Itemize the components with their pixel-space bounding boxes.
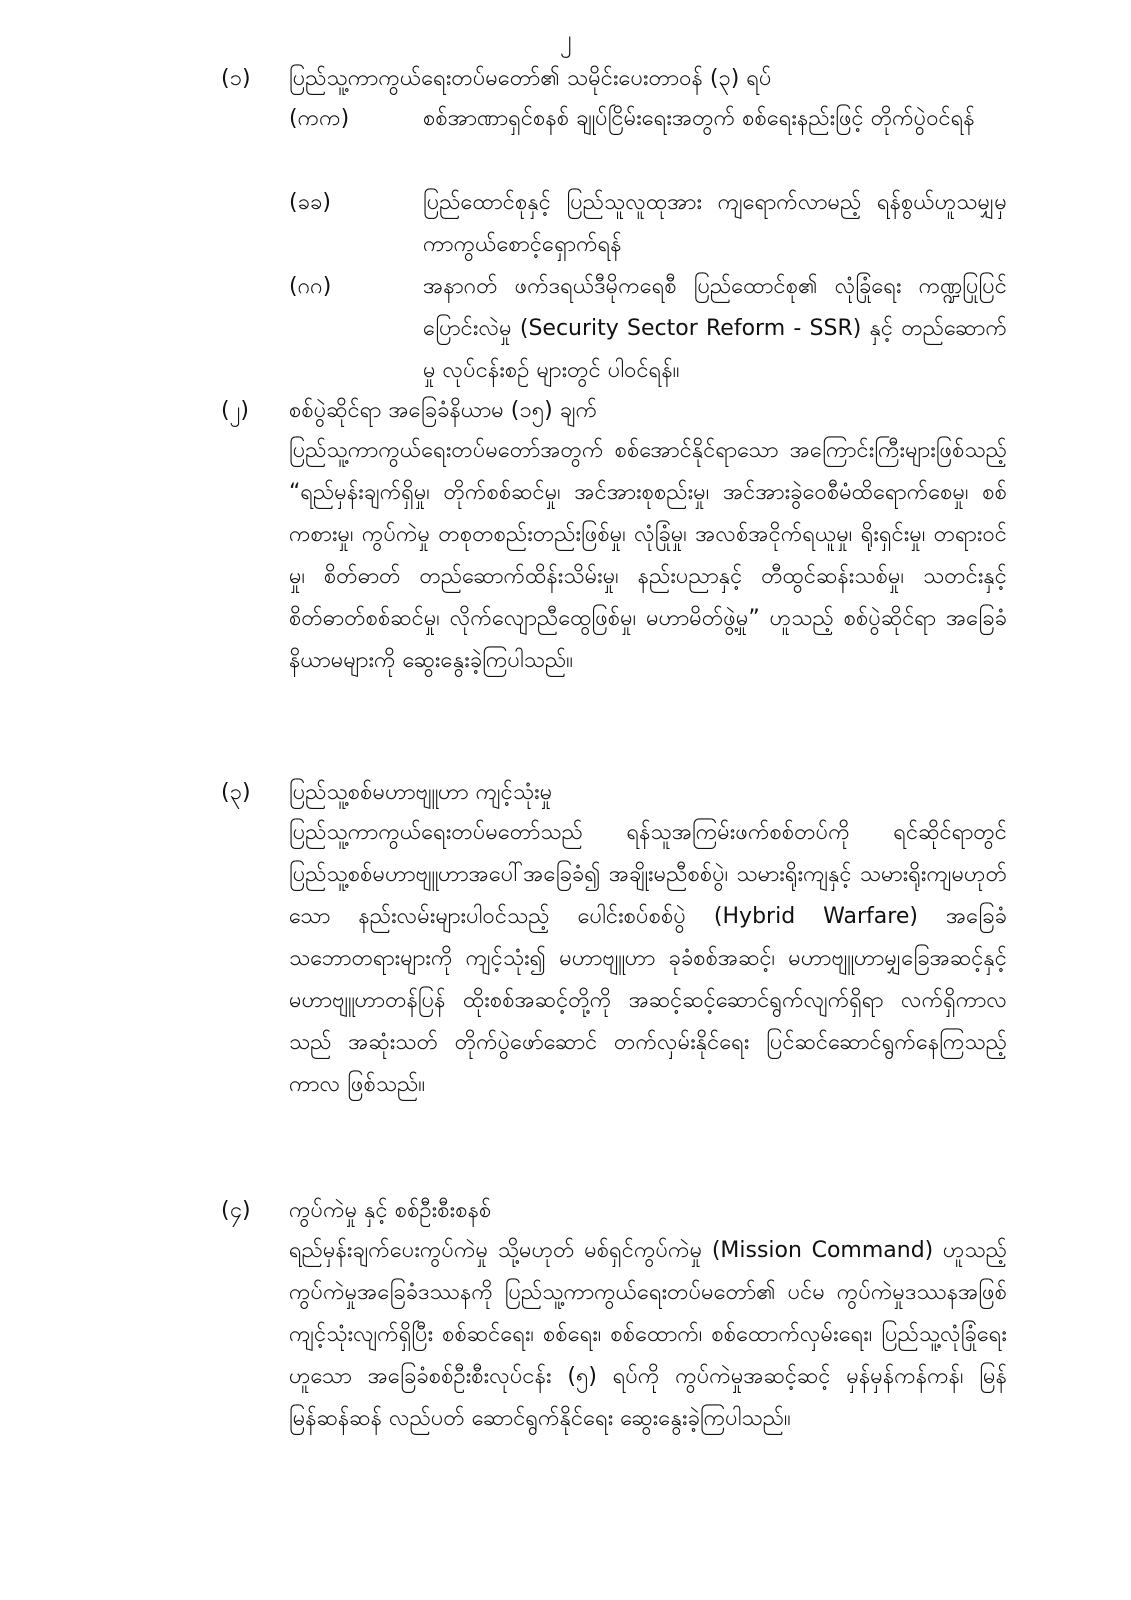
section-1-subitem-2-text: ပြည်ထောင်စုနှင့် ပြည်သူလူထုအား ကျရောက်လာမည့် ရန်စွယ်ဟူသမျှမှ ကာကွယ်စောင့်ရှောက်ရန်: [423, 190, 1007, 257]
section-1-subitem-3-text: အနာဂတ် ဖက်ဒရယ်ဒီမိုကရေစီ ပြည်ထောင်စု၏ လုံခြုံရေး ကဏ္ဍပြုပြင်ပြောင်းလဲမှု (Security Sector Reform - SSR) နှင့် တည်ဆောက်မှု လုပ်ငန်းစဉ် များတွင် ပါဝင်ရန်။: [423, 274, 1007, 383]
section-1-subitem-2-number: (ခခ): [289, 190, 331, 215]
section-2-paragraph: ပြည်သူ့ကာကွယ်ရေးတပ်မတော်အတွက် စစ်အောင်နိုင်ရာသော အကြောင်းကြီးများဖြစ်သည့် “ရည်မှန်းချက်ရှိမှု၊ တိုက်စစ်ဆင်မှု၊ အင်အားစုစည်းမှု၊ အင်အားခွဲဝေစီမံထိရောက်စေမှု၊ စစ်ကစားမှု၊ ကွပ်ကဲမှု တစုတစည်းတည်းဖြစ်မှု၊ လုံခြုံမှု၊ အလစ်အငိုက်ရယူမှု၊ ရိုးရှင်းမှု၊ တရားဝင်မှု၊ စိတ်ဓာတ် တည်ဆောက်ထိန်းသိမ်းမှု၊ နည်းပညာနှင့် တီထွင်ဆန်းသစ်မှု၊ သတင်းနှင့် စိတ်ဓာတ်စစ်ဆင်မှု၊ လိုက်လျောညီထွေဖြစ်မှု၊ မဟာမိတ်ဖွဲ့မှု” ဟူသည့် စစ်ပွဲဆိုင်ရာ အခြေခံ နိယာမများကို ဆွေးနွေးခဲ့ကြပါသည်။: [289, 438, 1008, 673]
section-1-number: (၁): [221, 66, 251, 91]
section-3-number: (၃): [221, 780, 251, 805]
section-1-subitem-3-number: (ဂဂ): [289, 274, 332, 299]
section-4-heading: ကွပ်ကဲမှု နှင့် စစ်ဦးစီးစနစ်: [289, 1198, 492, 1223]
section-1-subitem-1-text: စစ်အာဏာရှင်စနစ် ချုပ်ငြိမ်းရေးအတွက် စစ်ရေးနည်းဖြင့် တိုက်ပွဲဝင်ရန်: [423, 106, 975, 131]
section-3-paragraph: ပြည်သူ့ကာကွယ်ရေးတပ်မတော်သည် ရန်သူအကြမ်းဖက်စစ်တပ်ကို ရင်ဆိုင်ရာတွင် ပြည်သူ့စစ်မဟာဗျူဟာအပေါ်အခြေခံ၍ အချိုးမညီစစ်ပွဲ၊ သမားရိုးကျနှင့် သမားရိုးကျမဟုတ်သော နည်းလမ်းများပါဝင်သည့် ပေါင်းစပ်စစ်ပွဲ (Hybrid Warfare) အခြေခံသဘောတရားများကို ကျင့်သုံး၍ မဟာဗျူဟာ ခုခံစစ်အဆင့်၊ မဟာဗျူဟာမျှခြေအဆင့်နှင့် မဟာဗျူဟာတန်ပြန် ထိုးစစ်အဆင့်တို့ကို အဆင့်ဆင့်ဆောင်ရွက်လျက်ရှိရာ လက်ရှိကာလသည် အဆုံးသတ် တိုက်ပွဲဖော်ဆောင် တက်လှမ်းနိုင်ရေး ပြင်ဆင်ဆောင်ရွက်နေကြသည့် ကာလ ဖြစ်သည်။: [289, 820, 1007, 1097]
section-4-paragraph: ရည်မှန်းချက်ပေးကွပ်ကဲမှု သို့မဟုတ် မစ်ရှင်ကွပ်ကဲမှု (Mission Command) ဟူသည့် ကွပ်ကဲမှုအခြေခံဒဿနကို ပြည်သူ့ကာကွယ်ရေးတပ်မတော်၏ ပင်မ ကွပ်ကဲမှုဒဿနအဖြစ် ကျင့်သုံးလျက်ရှိပြီး စစ်ဆင်ရေး၊ စစ်ရေး၊ စစ်ထောက်၊ စစ်ထောက်လှမ်းရေး၊ ပြည်သူ့လုံခြုံရေးဟူသော အခြေခံစစ်ဦးစီးလုပ်ငန်း (၅) ရပ်ကို ကွပ်ကဲမှုအဆင့်ဆင့် မှန်မှန်ကန်ကန်၊ မြန်မြန်ဆန်ဆန် လည်ပတ် ဆောင်ရွက်နိုင်ရေး ဆွေးနွေးခဲ့ကြပါသည်။: [289, 1238, 1007, 1431]
section-1-heading: ပြည်သူ့ကာကွယ်ရေးတပ်မတော်၏ သမိုင်းပေးတာဝန် (၃) ရပ်: [289, 66, 772, 91]
section-2-number: (၂): [221, 398, 249, 423]
section-4-number: (၄): [221, 1198, 251, 1223]
section-3-heading: ပြည်သူ့စစ်မဟာဗျူဟာ ကျင့်သုံးမှု: [289, 780, 553, 805]
section-2-heading: စစ်ပွဲဆိုင်ရာ အခြေခံနိယာမ (၁၅) ချက်: [289, 398, 598, 423]
section-1-subitem-1-number: (ကက): [289, 106, 350, 131]
page-number: ၂: [559, 25, 572, 53]
